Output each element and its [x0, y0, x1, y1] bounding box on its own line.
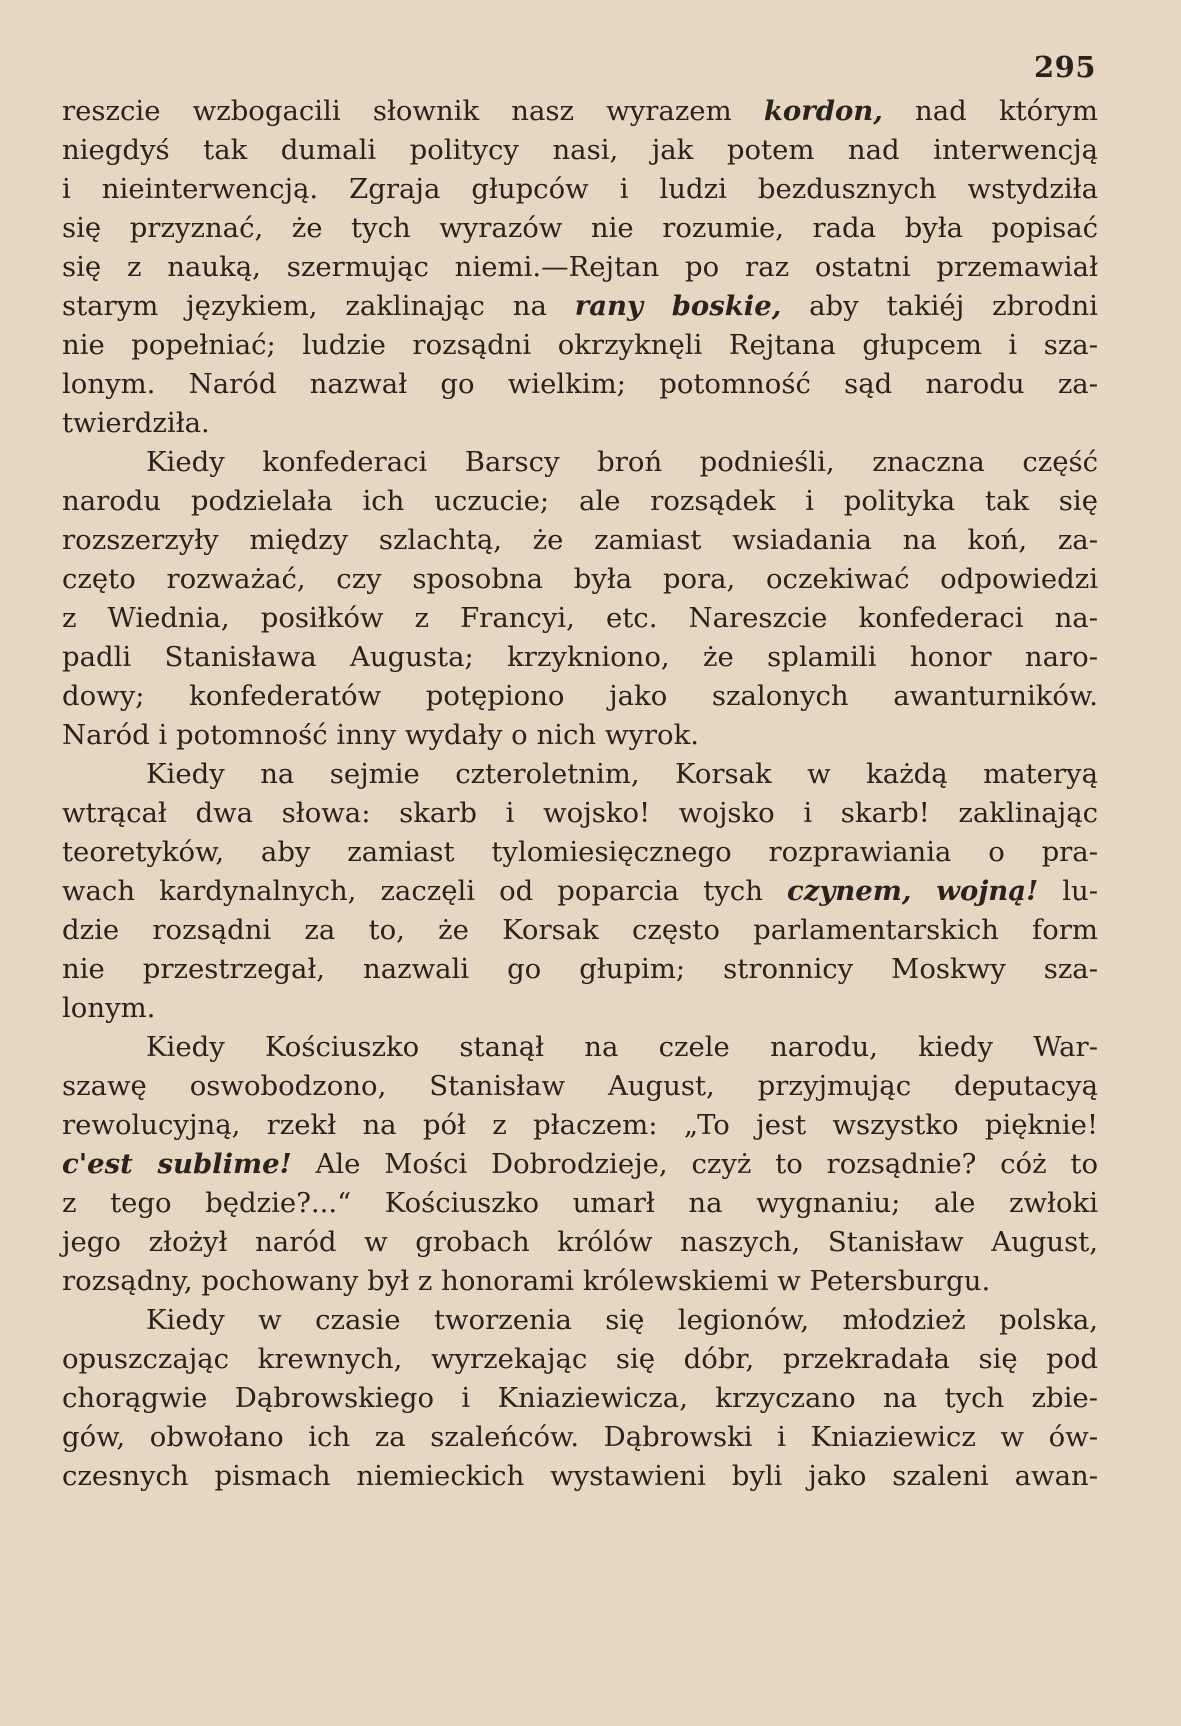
text-segment: lonym.	[62, 992, 156, 1024]
text-line	[62, 560, 1098, 599]
text-line	[62, 209, 1098, 248]
text-line	[62, 599, 1098, 638]
text-line	[62, 1106, 1098, 1145]
text-segment: czesnych pismach niemieckich wystawieni byli jako szaleni awan-	[62, 1460, 1098, 1492]
text-line	[62, 1223, 1098, 1262]
text-line	[62, 404, 1098, 443]
text-line	[62, 248, 1098, 287]
text-line	[62, 1457, 1098, 1496]
text-segment: wach kardynalnych, zaczęli od poparcia tych	[62, 875, 787, 907]
text-segment: wtrącał dwa słowa: skarb i wojsko! wojsko i skarb! zaklinając	[62, 797, 1098, 829]
text-line	[62, 1301, 1098, 1340]
text-line	[62, 326, 1098, 365]
text-segment: Kiedy Kościuszko stanął na czele narodu, kiedy War-	[146, 1031, 1098, 1063]
text-line	[62, 716, 1098, 755]
italic-text: c'est sublime!	[62, 1148, 292, 1180]
italic-text: rany boskie,	[574, 290, 782, 322]
text-line	[62, 170, 1098, 209]
text-line	[62, 287, 1098, 326]
text-segment: dowy; konfederatów potępiono jako szalonych awanturników.	[62, 680, 1098, 712]
text-line	[62, 92, 1098, 131]
text-line	[62, 911, 1098, 950]
text-line	[62, 482, 1098, 521]
text-segment: lu-	[1038, 875, 1098, 907]
text-segment: się przyznać, że tych wyrazów nie rozumie, rada była popisać	[62, 212, 1098, 244]
text-line	[62, 872, 1098, 911]
text-segment: Kiedy konfederaci Barscy broń podnieśli, znaczna część	[146, 446, 1098, 478]
text-segment: starym językiem, zaklinając na	[62, 290, 575, 322]
text-segment: narodu podzielała ich uczucie; ale rozsądek i polityka tak się	[62, 485, 1098, 517]
italic-text: kordon,	[763, 95, 883, 127]
text-segment: dzie rozsądni za to, że Korsak często parlamentarskich form	[62, 914, 1098, 946]
text-segment: z Wiednia, posiłków z Francyi, etc. Nareszcie konfederaci na-	[62, 602, 1098, 634]
text-segment: twierdziła.	[62, 407, 210, 439]
page-number: 295	[1034, 50, 1097, 84]
text-line	[62, 1028, 1098, 1067]
text-segment: rozsądny, pochowany był z honorami królewskiemi w Petersburgu.	[62, 1265, 991, 1297]
text-segment: częto rozważać, czy sposobna była pora, oczekiwać odpowiedzi	[62, 563, 1098, 595]
text-line	[62, 1340, 1098, 1379]
text-segment: Ale Mości Dobrodzieje, czyż to rozsądnie? cóż to	[291, 1148, 1098, 1180]
text-segment: szawę oswobodzono, Stanisław August, przyjmując deputacyą	[62, 1070, 1098, 1102]
text-line	[62, 1379, 1098, 1418]
text-segment: aby takiéj zbrodni	[781, 290, 1098, 322]
text-line	[62, 989, 1098, 1028]
text-segment: nie przestrzegał, nazwali go głupim; stronnicy Moskwy sza-	[62, 953, 1098, 985]
text-segment: Naród i potomność inny wydały o nich wyrok.	[62, 719, 700, 751]
text-segment: opuszczając krewnych, wyrzekając się dóbr, przekradała się pod	[62, 1343, 1098, 1375]
text-segment: chorągwie Dąbrowskiego i Kniaziewicza, krzyczano na tych zbie-	[62, 1382, 1098, 1414]
text-segment: rewolucyjną, rzekł na pół z płaczem: „To jest wszystko pięknie!	[62, 1109, 1098, 1141]
text-line	[62, 950, 1098, 989]
text-segment: niegdyś tak dumali politycy nasi, jak potem nad interwencją	[62, 134, 1098, 166]
text-segment: się z nauką, szermując niemi.—Rejtan po raz ostatni przemawiał	[62, 251, 1098, 283]
text-segment: i nieinterwencją. Zgraja głupców i ludzi bezdusznych wstydziła	[62, 173, 1098, 205]
text-line	[62, 794, 1098, 833]
text-line	[62, 638, 1098, 677]
text-line	[62, 1418, 1098, 1457]
text-line	[62, 833, 1098, 872]
text-segment: reszcie wzbogacili słownik nasz wyrazem	[62, 95, 764, 127]
text-line	[62, 1262, 1098, 1301]
text-line	[62, 131, 1098, 170]
text-segment: z tego będzie?...“ Kościuszko umarł na wygnaniu; ale zwłoki	[62, 1187, 1098, 1219]
italic-text: czynem, wojną!	[786, 875, 1039, 907]
text-segment: teoretyków, aby zamiast tylomiesięcznego rozprawiania o pra-	[62, 836, 1098, 868]
body-text	[62, 92, 1098, 1496]
text-line	[62, 677, 1098, 716]
text-segment: padli Stanisława Augusta; krzykniono, że splamili honor naro-	[62, 641, 1098, 673]
text-line	[62, 755, 1098, 794]
text-segment: jego złożył naród w grobach królów naszych, Stanisław August,	[62, 1226, 1098, 1258]
text-segment: nie popełniać; ludzie rozsądni okrzyknęli Rejtana głupcem i sza-	[62, 329, 1098, 361]
text-line	[62, 443, 1098, 482]
text-segment: lonym. Naród nazwał go wielkim; potomność sąd narodu za-	[62, 368, 1098, 400]
text-line	[62, 1145, 1098, 1184]
text-line	[62, 365, 1098, 404]
text-line	[62, 1067, 1098, 1106]
text-line	[62, 521, 1098, 560]
text-segment: gów, obwołano ich za szaleńców. Dąbrowski i Kniaziewicz w ów-	[62, 1421, 1098, 1453]
text-line	[62, 1184, 1098, 1223]
text-segment: Kiedy w czasie tworzenia się legionów, młodzież polska,	[146, 1304, 1098, 1336]
text-segment: nad którym	[882, 95, 1098, 127]
text-segment: rozszerzyły między szlachtą, że zamiast wsiadania na koń, za-	[62, 524, 1098, 556]
text-segment: Kiedy na sejmie czteroletnim, Korsak w każdą materyą	[146, 758, 1098, 790]
